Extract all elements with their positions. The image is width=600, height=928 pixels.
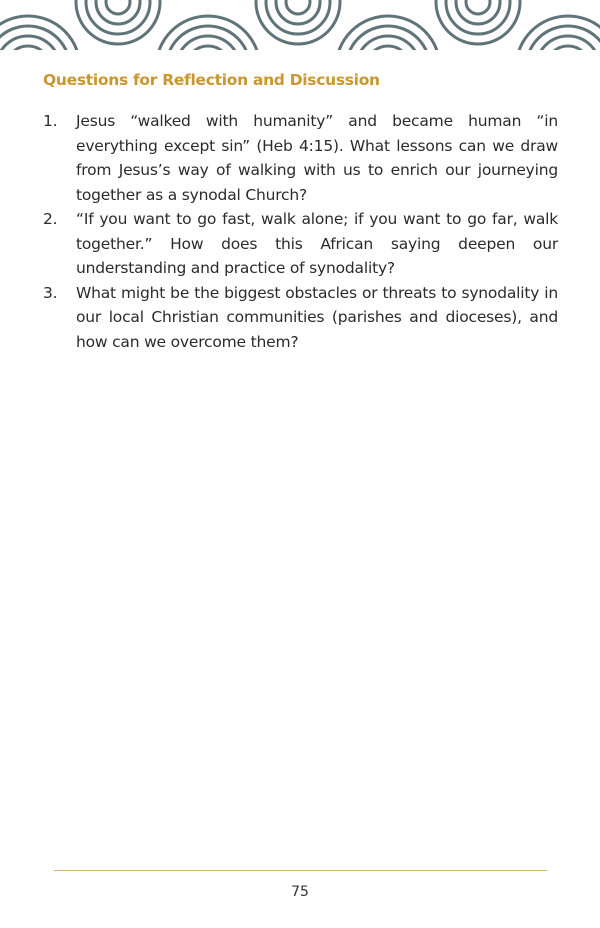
- list-item: [43, 281, 558, 355]
- list-item: [43, 109, 558, 207]
- section-title: Questions for Reflection and Discussion: [43, 71, 380, 89]
- question-number: 1.: [43, 112, 58, 130]
- concentric-arcs-pattern-icon: [0, 0, 600, 50]
- question-text: “If you want to go fast, walk alone; if you want to go far, walk together.” How does this African saying deepen our understanding and practice of synodality?: [76, 210, 558, 277]
- footer-divider: [54, 870, 547, 871]
- question-number: 2.: [43, 210, 58, 228]
- page-number: 75: [291, 884, 309, 900]
- page-content: [43, 70, 558, 354]
- question-text: What might be the biggest obstacles or threats to synodality in our local Christian communities (parishes and dioceses), and how can we overcome them?: [76, 283, 558, 351]
- header-decorative-pattern: [0, 0, 600, 50]
- question-list: [43, 109, 558, 354]
- question-text: Jesus “walked with humanity” and became human “in everything except sin” (Heb 4:15). What lessons can we draw from Jesus’s way of walking with us to enrich our journeying together as a synodal Church?: [76, 112, 558, 204]
- list-item: [43, 207, 558, 281]
- question-number: 3.: [43, 283, 58, 302]
